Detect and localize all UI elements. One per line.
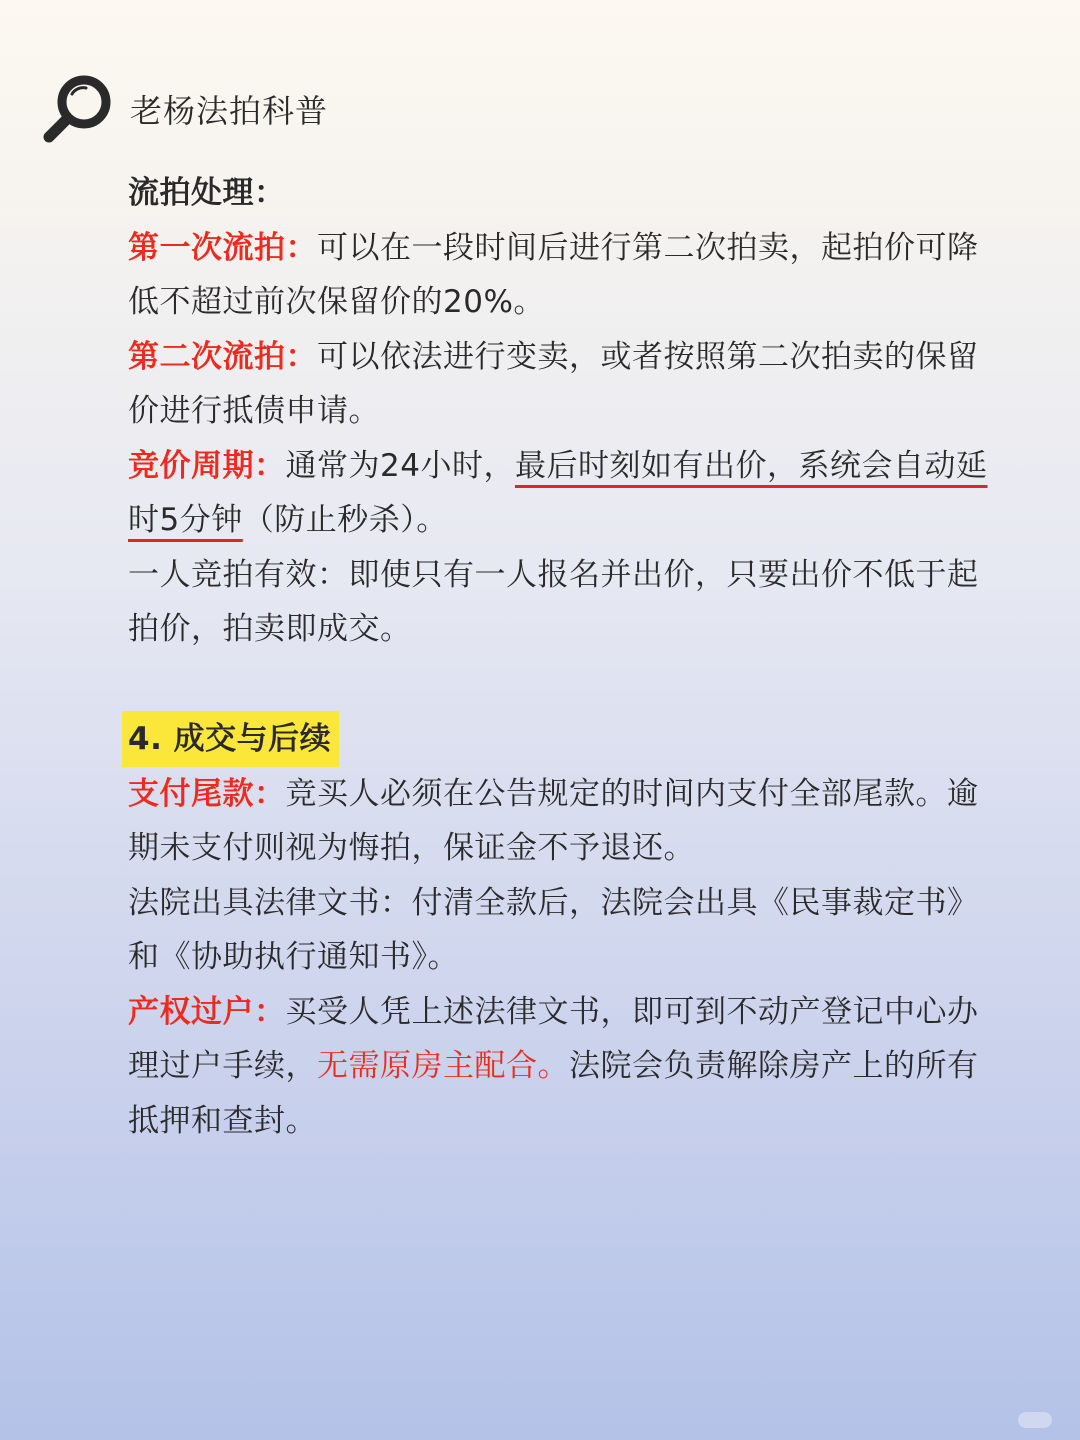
search-icon: [42, 72, 116, 146]
property-transfer-text: 买受人凭上述法律文书，即可到不动产登记中心办理过户手续，: [128, 993, 979, 1084]
balance-payment: [128, 767, 1008, 876]
property-transfer-note: 法院会负责解除房产上的所有抵押和查封。: [128, 1048, 979, 1139]
second-failed-auction-text: 可以依法进行变卖，或者按照第二次拍卖的保留价进行抵债申请。: [128, 338, 979, 429]
balance-payment-label: 支付尾款：: [128, 775, 286, 812]
first-failed-auction-label: 第一次流拍：: [128, 229, 317, 266]
bid-cycle: [128, 439, 1008, 548]
article-body: [128, 166, 1008, 1148]
section-spacer: [128, 657, 1008, 711]
closing-heading-row: [128, 711, 1008, 767]
header: [42, 72, 328, 146]
property-transfer-highlight: 无需原房主配合。: [317, 1048, 569, 1084]
property-transfer: [128, 985, 1008, 1149]
balance-payment-text: 竞买人必须在公告规定的时间内支付全部尾款。逾期未支付则视为悔拍，保证金不予退还。: [128, 775, 979, 866]
bid-cycle-note: （防止秒杀）。: [242, 502, 448, 538]
property-transfer-label: 产权过户：: [128, 993, 286, 1030]
first-failed-auction: [128, 221, 1008, 330]
bid-cycle-underlined-text: 最后时刻如有出价，系统会自动延时5分钟: [128, 447, 988, 538]
single-bidder: 一人竞拍有效：即使只有一人报名并出价，只要出价不低于起拍价，拍卖即成交。: [128, 556, 979, 647]
closing-section-heading: 4. 成交与后续: [122, 711, 339, 767]
second-failed-auction: [128, 330, 1008, 439]
first-failed-auction-text: 可以在一段时间后进行第二次拍卖，起拍价可降低不超过前次保留价的20%。: [128, 229, 979, 320]
second-failed-auction-label: 第二次流拍：: [128, 338, 317, 375]
author-name: 老杨法拍科普: [130, 92, 329, 130]
bid-cycle-text: 通常为24小时，: [285, 447, 515, 484]
bid-cycle-label: 竞价周期：: [128, 447, 286, 484]
failed-auction-title: 流拍处理：: [128, 175, 286, 211]
court-documents: 法院出具法律文书：付清全款后，法院会出具《民事裁定书》和《协助执行通知书》。: [128, 884, 979, 975]
watermark-badge: [1018, 1412, 1052, 1428]
